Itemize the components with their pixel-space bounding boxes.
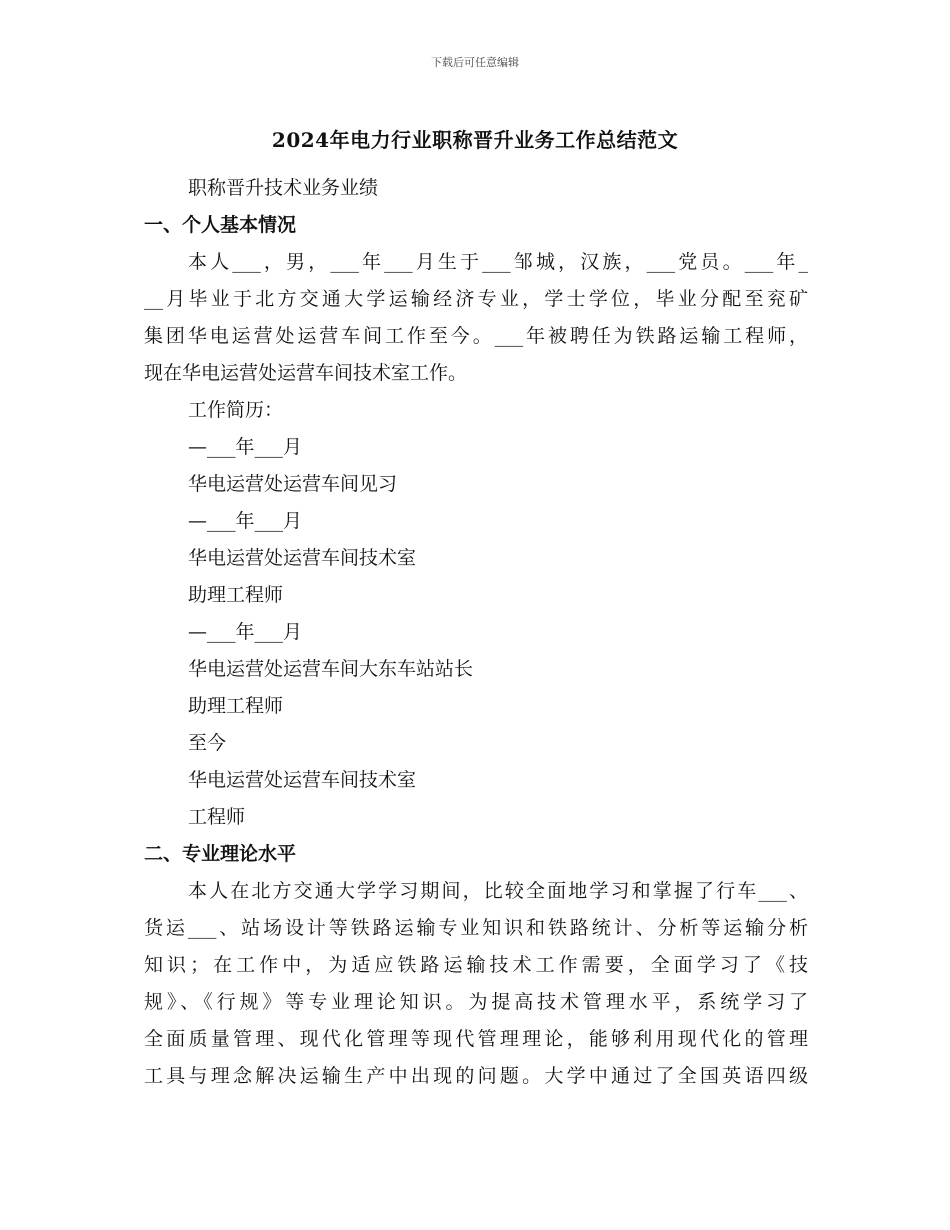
page-header-note: 下载后可任意编辑 xyxy=(431,56,519,69)
text-line: 职称晋升技术业务业绩 xyxy=(188,177,379,199)
text-line: 集团华电运营处运营车间工作至今。___年被聘任为铁路运输工程师， xyxy=(144,325,808,347)
text-line: —___年___月 xyxy=(188,621,303,643)
text-line: —___年___月 xyxy=(188,510,303,532)
text-line: __月毕业于北方交通大学运输经济专业，学士学位，毕业分配至兖矿 xyxy=(144,288,808,310)
section-heading: 二、专业理论水平 xyxy=(144,843,297,865)
text-line: 至今 xyxy=(188,732,227,754)
text-line: 华电运营处运营车间大东车站站长 xyxy=(188,658,474,680)
text-line: 工程师 xyxy=(188,806,246,828)
text-line: 华电运营处运营车间技术室 xyxy=(188,769,417,791)
section-heading: 一、个人基本情况 xyxy=(144,214,297,236)
document-title: 2024年电力行业职称晋升业务工作总结范文 xyxy=(271,128,679,152)
text-line: 华电运营处运营车间见习 xyxy=(188,473,398,495)
text-line: 华电运营处运营车间技术室 xyxy=(188,547,417,569)
text-line: —___年___月 xyxy=(188,436,303,458)
text-line: 知识；在工作中，为适应铁路运输技术工作需要，全面学习了《技 xyxy=(144,954,808,976)
text-line: 货运___、站场设计等铁路运输专业知识和铁路统计、分析等运输分析 xyxy=(144,917,808,939)
text-line: 工作简历： xyxy=(188,399,284,421)
text-line: 工具与理念解决运输生产中出现的问题。大学中通过了全国英语四级 xyxy=(144,1065,808,1087)
document-body xyxy=(144,170,808,1095)
text-line: 本人在北方交通大学学习期间，比较全面地学习和掌握了行车___、 xyxy=(188,880,808,902)
text-line: 全面质量管理、现代化管理等现代管理理论，能够利用现代化的管理 xyxy=(144,1028,808,1050)
text-line: 助理工程师 xyxy=(188,584,284,606)
text-line: 规》、《行规》等专业理论知识。为提高技术管理水平，系统学习了 xyxy=(144,991,808,1013)
text-line: 现在华电运营处运营车间技术室工作。 xyxy=(144,362,468,384)
text-line: 本人___，男，___年___月生于___邹城，汉族，___党员。___年_ xyxy=(188,251,808,273)
text-line: 助理工程师 xyxy=(188,695,284,717)
